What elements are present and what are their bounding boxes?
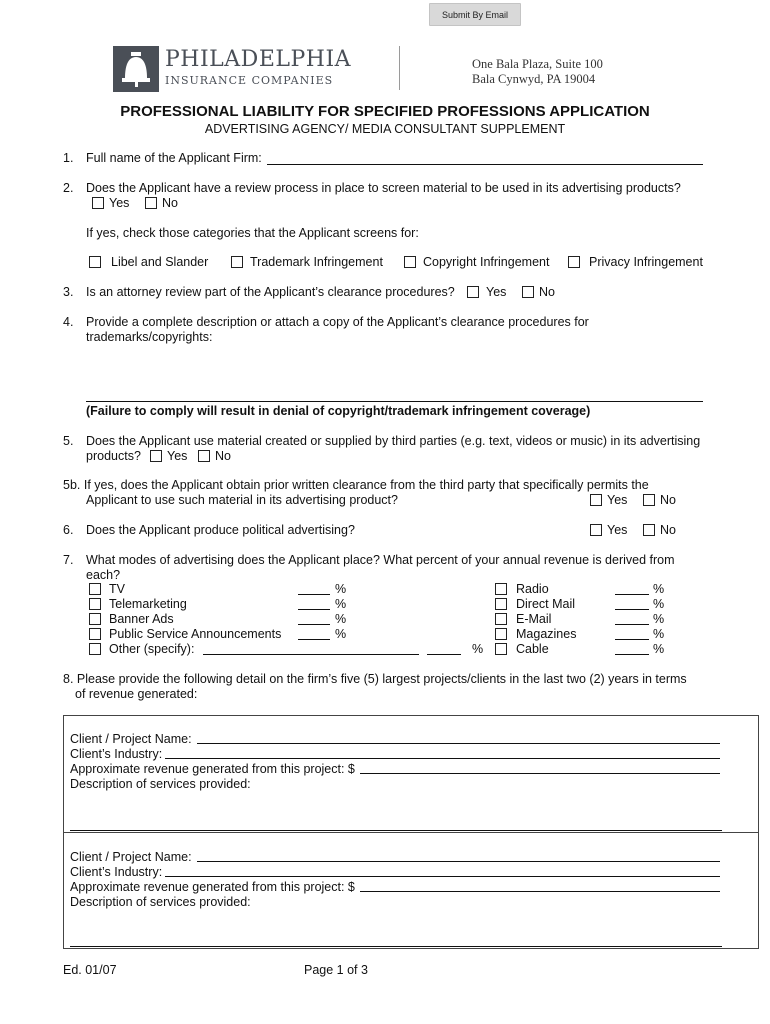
q4-label-line1: Provide a complete description or attach a copy of the Applicant’s clearance procedures for — [86, 315, 589, 329]
q6-label: Does the Applicant produce political advertising? — [86, 523, 355, 537]
email-percent-sign: % — [653, 612, 665, 626]
logo-subtitle: INSURANCE COMPANIES — [165, 74, 334, 87]
telemarketing-percent-field[interactable] — [298, 609, 330, 610]
libel-slander-label: Libel and Slander — [111, 255, 209, 269]
q7-label-line1: What modes of advertising does the Applicant place? What percent of your annual revenue is derived from — [86, 553, 675, 567]
q2-label: Does the Applicant have a review process in place to screen material to be used in its advertising products? — [86, 181, 681, 195]
libel-slander-checkbox[interactable] — [89, 256, 101, 268]
banner-ads-checkbox[interactable] — [89, 613, 101, 625]
q8-label-line2: of revenue generated: — [75, 687, 198, 701]
client-1-description-label: Description of services provided: — [70, 777, 251, 791]
client-2-description-field[interactable] — [70, 946, 722, 947]
magazines-percent-sign: % — [653, 627, 665, 641]
page-title: PROFESSIONAL LIABILITY FOR SPECIFIED PROFESSIONS APPLICATION — [120, 103, 650, 120]
q3-no-label: No — [539, 285, 555, 299]
tv-checkbox[interactable] — [89, 583, 101, 595]
tv-label: TV — [109, 582, 125, 596]
other-label: Other (specify): — [109, 642, 195, 656]
q1-number: 1. — [63, 151, 74, 165]
other-percent-field[interactable] — [427, 654, 461, 655]
psa-checkbox[interactable] — [89, 628, 101, 640]
client-2-revenue-label: Approximate revenue generated from this project: $ — [70, 880, 355, 894]
email-checkbox[interactable] — [495, 613, 507, 625]
banner-ads-label: Banner Ads — [109, 612, 174, 626]
entry-divider — [63, 832, 759, 833]
other-specify-field[interactable] — [203, 654, 419, 655]
client-2-industry-field[interactable] — [165, 876, 720, 877]
q5b-yes-label: Yes — [607, 493, 628, 507]
client-2-name-label: Client / Project Name: — [70, 850, 192, 864]
psa-percent-sign: % — [335, 627, 347, 641]
radio-percent-sign: % — [653, 582, 665, 596]
client-1-industry-label: Client’s Industry: — [70, 747, 163, 761]
submit-by-email-button[interactable]: Submit By Email — [429, 3, 521, 26]
q8-label-line1: 8. Please provide the following detail on the firm’s five (5) largest projects/clients in the last two (2) years in terms — [63, 672, 687, 686]
q2-no-label: No — [162, 196, 178, 210]
banner-ads-percent-field[interactable] — [298, 624, 330, 625]
q6-yes-label: Yes — [607, 523, 628, 537]
q5b-label-line1: 5b. If yes, does the Applicant obtain prior written clearance from the third party that specifically permits the — [63, 478, 649, 492]
page-number: Page 1 of 3 — [304, 963, 368, 977]
radio-checkbox[interactable] — [495, 583, 507, 595]
client-1-name-field[interactable] — [197, 743, 720, 744]
q7-number: 7. — [63, 553, 74, 567]
privacy-checkbox[interactable] — [568, 256, 580, 268]
q2-no-checkbox[interactable] — [145, 197, 157, 209]
q5b-no-label: No — [660, 493, 676, 507]
q2-followup: If yes, check those categories that the Applicant screens for: — [86, 226, 419, 240]
magazines-label: Magazines — [516, 627, 577, 641]
q2-number: 2. — [63, 181, 74, 195]
q5b-label-line2: Applicant to use such material in its advertising product? — [86, 493, 398, 507]
q5-yes-checkbox[interactable] — [150, 450, 162, 462]
address-line-1: One Bala Plaza, Suite 100 — [472, 57, 603, 71]
q4-label-line2: trademarks/copyrights: — [86, 330, 213, 344]
clearance-description-field[interactable] — [86, 401, 703, 402]
other-checkbox[interactable] — [89, 643, 101, 655]
psa-percent-field[interactable] — [298, 639, 330, 640]
q5b-no-checkbox[interactable] — [643, 494, 655, 506]
edition-label: Ed. 01/07 — [63, 963, 117, 977]
q5b-yes-checkbox[interactable] — [590, 494, 602, 506]
client-2-description-label: Description of services provided: — [70, 895, 251, 909]
direct-mail-checkbox[interactable] — [495, 598, 507, 610]
header-divider — [399, 46, 400, 90]
radio-percent-field[interactable] — [615, 594, 649, 595]
email-label: E-Mail — [516, 612, 552, 626]
q5-no-checkbox[interactable] — [198, 450, 210, 462]
client-1-revenue-field[interactable] — [360, 773, 720, 774]
banner-ads-percent-sign: % — [335, 612, 347, 626]
q4-number: 4. — [63, 315, 74, 329]
q5-number: 5. — [63, 434, 74, 448]
q6-number: 6. — [63, 523, 74, 537]
copyright-label: Copyright Infringement — [423, 255, 550, 269]
client-2-industry-label: Client’s Industry: — [70, 865, 163, 879]
q5-label-line1: Does the Applicant use material created or supplied by third parties (e.g. text, videos or music) in its advertising — [86, 434, 701, 448]
direct-mail-label: Direct Mail — [516, 597, 576, 611]
q4-warning: (Failure to comply will result in denial of copyright/trademark infringement coverage) — [86, 404, 591, 418]
client-1-name-label: Client / Project Name: — [70, 732, 192, 746]
trademark-label: Trademark Infringement — [250, 255, 383, 269]
q3-yes-label: Yes — [486, 285, 507, 299]
q7-label-line2: each? — [86, 568, 121, 582]
client-2-name-field[interactable] — [197, 861, 720, 862]
client-1-description-field[interactable] — [70, 830, 722, 831]
q3-no-checkbox[interactable] — [522, 286, 534, 298]
q3-label: Is an attorney review part of the Applicant’s clearance procedures? — [86, 285, 455, 299]
psa-label: Public Service Announcements — [109, 627, 282, 641]
client-1-industry-field[interactable] — [165, 758, 720, 759]
q2-yes-label: Yes — [109, 196, 130, 210]
q6-yes-checkbox[interactable] — [590, 524, 602, 536]
trademark-checkbox[interactable] — [231, 256, 243, 268]
q2-yes-checkbox[interactable] — [92, 197, 104, 209]
direct-mail-percent-sign: % — [653, 597, 665, 611]
cable-percent-field[interactable] — [615, 654, 649, 655]
cable-label: Cable — [516, 642, 549, 656]
other-percent-sign: % — [472, 642, 484, 656]
q5-no-label: No — [215, 449, 231, 463]
copyright-checkbox[interactable] — [404, 256, 416, 268]
firm-name-field[interactable] — [267, 164, 703, 165]
client-2-revenue-field[interactable] — [360, 891, 720, 892]
q5-label-line2: products? — [86, 449, 141, 463]
radio-label: Radio — [516, 582, 549, 596]
page-subtitle: ADVERTISING AGENCY/ MEDIA CONSULTANT SUPPLEMENT — [204, 122, 566, 136]
telemarketing-percent-sign: % — [335, 597, 347, 611]
q3-yes-checkbox[interactable] — [467, 286, 479, 298]
tv-percent-sign: % — [335, 582, 347, 596]
q6-no-label: No — [660, 523, 676, 537]
cable-checkbox[interactable] — [495, 643, 507, 655]
client-1-revenue-label: Approximate revenue generated from this project: $ — [70, 762, 355, 776]
address-line-2: Bala Cynwyd, PA 19004 — [472, 72, 596, 86]
q5-yes-label: Yes — [167, 449, 188, 463]
tv-percent-field[interactable] — [298, 594, 330, 595]
liberty-bell-logo-icon — [113, 46, 159, 92]
cable-percent-sign: % — [653, 642, 665, 656]
q6-no-checkbox[interactable] — [643, 524, 655, 536]
q1-label: Full name of the Applicant Firm: — [86, 151, 262, 165]
privacy-label: Privacy Infringement — [589, 255, 703, 269]
email-percent-field[interactable] — [615, 624, 649, 625]
telemarketing-label: Telemarketing — [109, 597, 187, 611]
telemarketing-checkbox[interactable] — [89, 598, 101, 610]
direct-mail-percent-field[interactable] — [615, 609, 649, 610]
magazines-percent-field[interactable] — [615, 639, 649, 640]
logo-name: PHILADELPHIA — [165, 47, 352, 72]
magazines-checkbox[interactable] — [495, 628, 507, 640]
q3-number: 3. — [63, 285, 74, 299]
